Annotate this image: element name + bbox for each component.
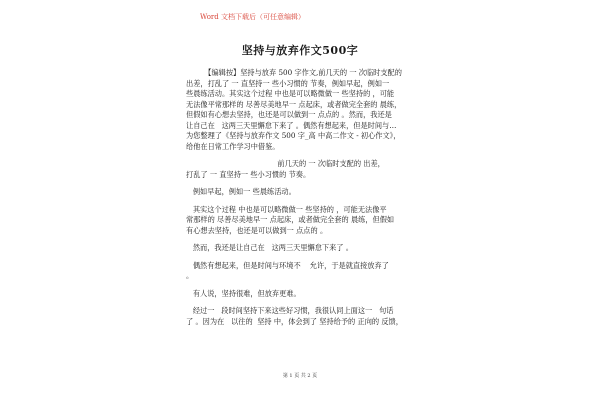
paragraph-line: 其实这个过程 中也是可以略微做一 些坚持的 ，可能无法像平 — [186, 204, 387, 214]
paragraph-line: 经过一 段时间坚持下来这些好习惯，我很认同上面这一 句话 — [186, 306, 394, 315]
paragraph — [186, 306, 416, 327]
paragraph-gap — [186, 152, 416, 159]
paragraph-line: 有人说，坚持很难，但放弃更难。 — [186, 288, 301, 298]
paragraph-line: 为您整理了《坚持与放弃作文 500 字_高 中高二作文 - 初心作文》， — [186, 131, 401, 140]
paragraph-gap — [186, 198, 416, 205]
paragraph — [186, 205, 416, 237]
page-footer: 第 1 页 共 2 页 — [282, 373, 318, 379]
document-body — [186, 68, 416, 327]
paragraph — [186, 187, 416, 198]
paragraph-line: 偶然有想起来，但是时间与环境不 允许，于是就直接放弃了 — [186, 260, 389, 270]
paragraph-line: 然而，我还是让自己在 这两三天里懈怠下来了 。 — [186, 243, 353, 252]
paragraph-gap — [186, 180, 416, 187]
paragraph-line: 【编辑按】坚持与放弃 500 字作文,前几天的 一 次临时支配的 — [186, 68, 402, 77]
paragraph — [186, 68, 416, 152]
paragraph-line: 给他在日常工作学习中借鉴。 — [186, 141, 280, 151]
paragraph-line: 了 。因为在 以往的 坚持 中，体会到了 坚持给予的 正向的 反馈， — [186, 316, 403, 326]
paragraph-line: 无法像平常那样的 尽善尽美地早一 点起床，或者做完全套的 晨练， — [186, 99, 402, 109]
paragraph-line: 常那样的 尽善尽美地早一 点起床，或者做完全套的 晨练，但假如 — [186, 215, 395, 224]
paragraph — [186, 261, 416, 282]
paragraph-line: 些晨练活动。其实这个过程 中也是可以略微做一 些坚持的 ，可能 — [186, 89, 395, 98]
paragraph-gap — [186, 299, 416, 306]
paragraph-line: 例如早起，例如一 些晨练活动。 — [186, 187, 296, 196]
paragraph-line: 打乱了 一 直坚持一 些小习惯的 节奏。 — [186, 169, 311, 179]
paragraph — [186, 243, 416, 254]
header-note: Word 文档下载后（可任意编辑） — [200, 13, 305, 21]
paragraph — [186, 159, 416, 180]
paragraph-line: 让自己在 这两三天里懈怠下来了 。偶然有想起来，但是时间与… — [186, 120, 397, 130]
paragraph-line: 前几天的 一 次临时支配的 出差， — [186, 159, 385, 168]
document-title: 坚持与放弃作文500字 — [241, 44, 359, 57]
paragraph — [186, 289, 416, 300]
paragraph-gap — [186, 236, 416, 243]
paragraph-line: 。 — [186, 271, 194, 280]
paragraph-gap — [186, 282, 416, 289]
paragraph-line: 但假如有心想去坚持，也还是可以做到一 点点的 。然而，我还是 — [186, 110, 392, 119]
paragraph-line: 出差，打乱了 一 直坚持一 些小习惯的 节奏，例如早起，例如一 — [186, 78, 390, 88]
paragraph-gap — [186, 254, 416, 261]
paragraph-line: 有心想去坚持，也还是可以做到一 点点的 。 — [186, 225, 328, 235]
